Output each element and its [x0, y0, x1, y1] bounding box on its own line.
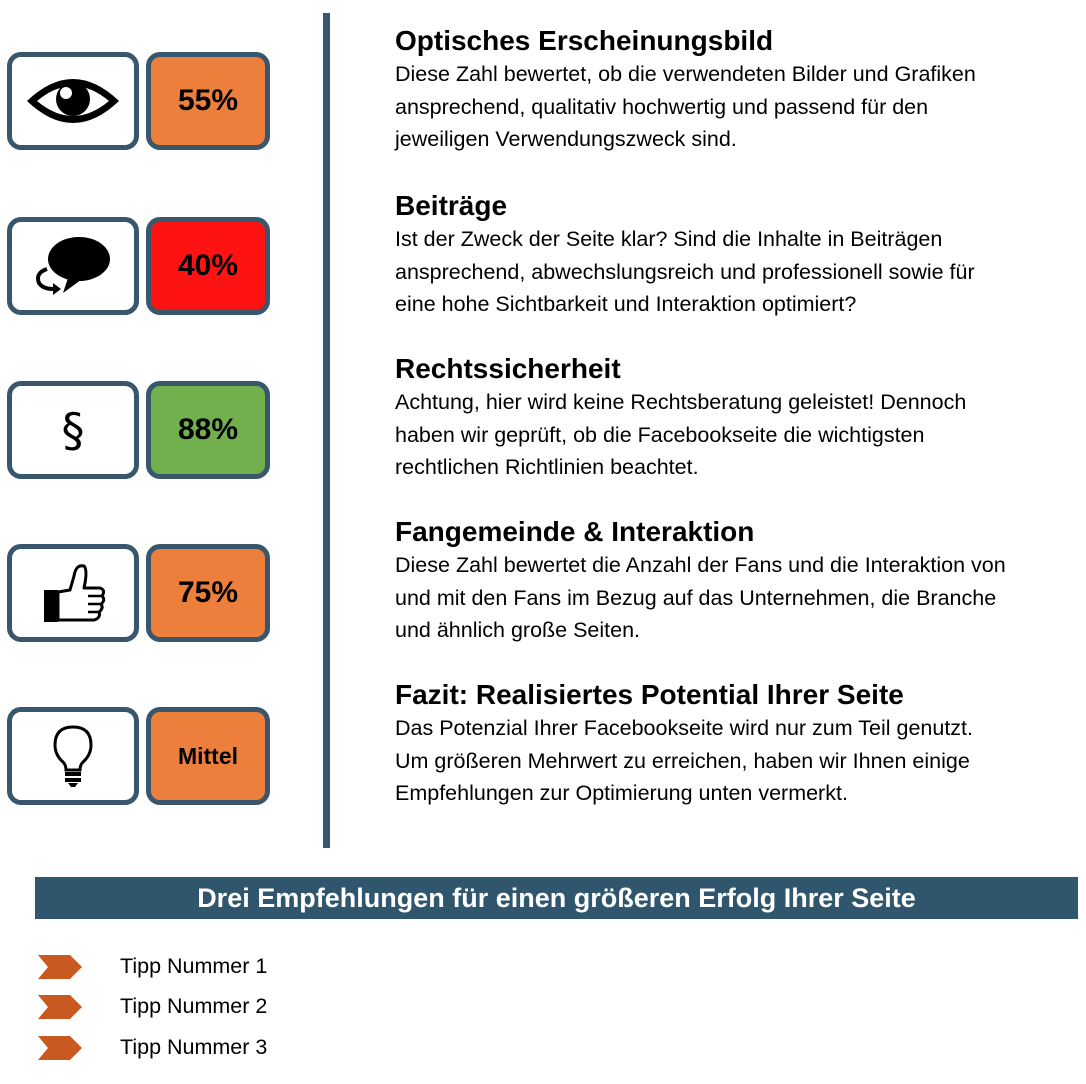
score-optik: 55% [146, 52, 270, 150]
section-line: Ist der Zweck der Seite klar? Sind die Inhalte in Beiträgen [395, 227, 943, 251]
section-line: jeweiligen Verwendungszweck sind. [395, 127, 737, 151]
section-line: Das Potenzial Ihrer Facebookseite wird nur zum Teil genutzt. [395, 716, 973, 740]
section-line: Diese Zahl bewertet, ob die verwendeten Bilder und Grafiken [395, 62, 976, 86]
section-line: eine hohe Sichtbarkeit und Interaktion optimiert? [395, 292, 857, 316]
thumbs-up-icon [38, 560, 108, 626]
recommendations-banner: Drei Empfehlungen für einen größeren Erfolg Ihrer Seite [35, 877, 1078, 919]
lightbulb-icon-box [7, 707, 139, 805]
section-title: Rechtssicherheit [395, 353, 621, 384]
eye-icon [23, 71, 123, 131]
chevron-arrow-icon [38, 995, 84, 1019]
section-optik [395, 24, 1075, 156]
score-fans: 75% [146, 544, 270, 642]
section-line: und mit den Fans im Bezug auf das Unternehmen, die Branche [395, 585, 997, 610]
section-title: Fazit: Realisiertes Potential Ihrer Seite [395, 679, 904, 710]
score-fazit: Mittel [146, 707, 270, 805]
speech-icon-box [7, 217, 139, 315]
lightbulb-icon [51, 724, 95, 788]
chevron-arrow-icon [38, 1036, 84, 1060]
section-line: rechtlichen Richtlinien beachtet. [395, 455, 699, 479]
vertical-divider [323, 13, 330, 848]
section-line: Empfehlungen zur Optimierung unten vermerkt. [395, 781, 848, 805]
chevron-arrow-icon [38, 955, 84, 979]
paragraph-icon-box [7, 381, 139, 479]
section-fans [395, 515, 1075, 647]
tip-item [38, 991, 438, 1021]
tip-label: Tipp Nummer 2 [120, 994, 268, 1018]
speech-bubble-icon [23, 231, 123, 301]
section-line: Diese Zahl bewertet die Anzahl der Fans und die Interaktion von [395, 553, 1006, 577]
section-title: Fangemeinde & Interaktion [395, 516, 755, 547]
section-line: Achtung, hier wird keine Rechtsberatung geleistet! Dennoch [395, 390, 967, 414]
section-line: haben wir geprüft, ob die Facebookseite die wichtigsten [395, 422, 925, 447]
score-beitraege: 40% [146, 217, 270, 315]
section-line: ansprechend, qualitativ hochwertig und passend für den [395, 94, 929, 119]
section-beitraege [395, 189, 1075, 321]
section-title: Beiträge [395, 190, 508, 221]
paragraph-icon: § [61, 403, 85, 457]
section-title: Optisches Erscheinungsbild [395, 25, 774, 56]
tip-label: Tipp Nummer 3 [120, 1035, 268, 1059]
section-fazit [395, 678, 1075, 810]
section-line: Um größeren Mehrwert zu erreichen, haben wir Ihnen einige [395, 748, 970, 773]
tip-item [38, 1032, 438, 1062]
section-recht [395, 352, 1075, 484]
tip-label: Tipp Nummer 1 [120, 954, 268, 978]
section-line: und ähnlich große Seiten. [395, 618, 641, 642]
eye-icon-box [7, 52, 139, 150]
section-line: ansprechend, abwechslungsreich und professionell sowie für [395, 259, 975, 284]
tip-item [38, 951, 438, 981]
score-recht: 88% [146, 381, 270, 479]
thumbs-icon-box [7, 544, 139, 642]
